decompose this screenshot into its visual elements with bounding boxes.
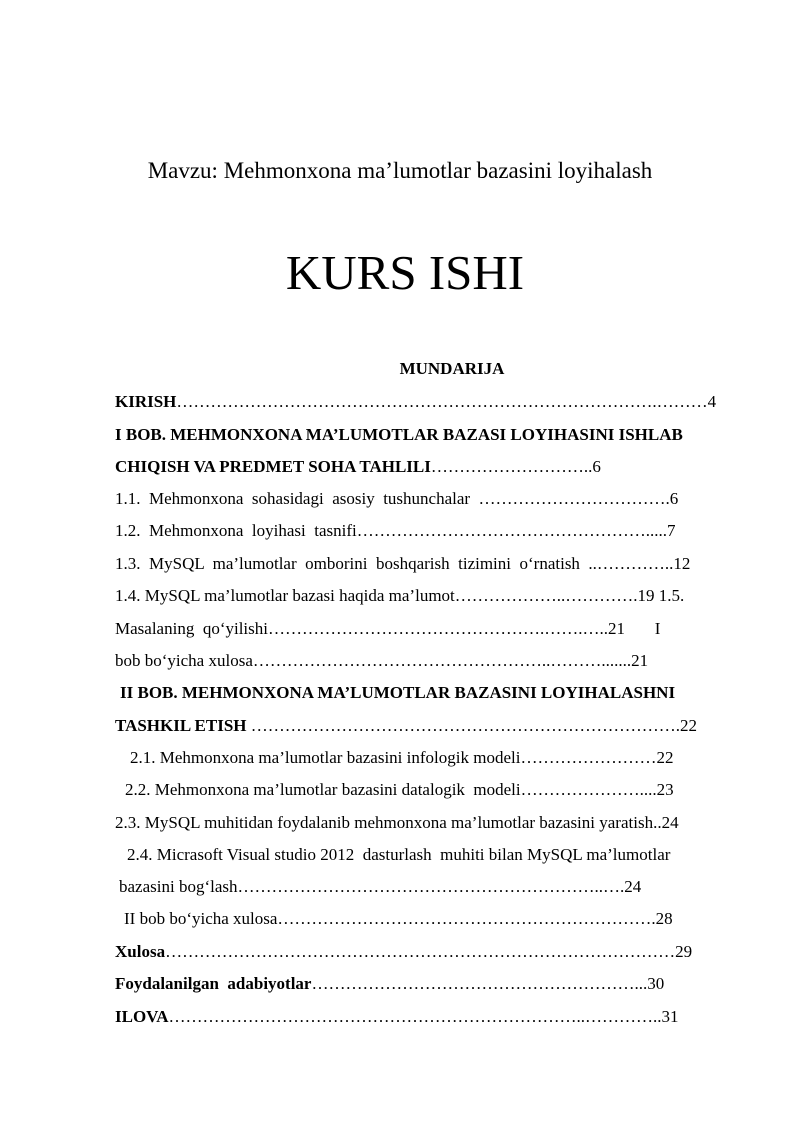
- contents-heading: MUNDARIJA: [399, 359, 505, 378]
- document-title: KURS ISHI: [285, 245, 525, 300]
- toc-entry: Masalaning qo‘yilishi………………………………………….…….…..21 I: [115, 619, 661, 638]
- toc-entry: 2.2. Mehmonxona ma’lumotlar bazasini datalogik modeli…………………....23: [125, 780, 674, 799]
- topic-line: Mavzu: Mehmonxona ma’lumotlar bazasini loyihalash: [147, 158, 653, 183]
- toc-entry: I BOB. MEHMONXONA MA’LUMOTLAR BAZASI LOYIHASINI ISHLAB: [115, 425, 683, 444]
- toc-entry: Xulosa………………………………………………………………………………29: [115, 942, 693, 961]
- toc-entry: 1.4. MySQL ma’lumotlar bazasi haqida ma’lumot………………..………….19 1.5.: [115, 586, 685, 605]
- toc-entry: KIRISH………………………………………………………………………….………4: [115, 392, 717, 411]
- toc-entry: bob bo‘yicha xulosa……………………………………………..……….......21: [115, 651, 649, 670]
- toc-entry: ILOVA………………………………………………………………..…………..31: [115, 1007, 679, 1026]
- toc-entry: 1.2. Mehmonxona loyihasi tasnifi…………………………………………….....7: [115, 521, 676, 540]
- toc-entry: bazasini bog‘lash………………………………………………………..….24: [119, 877, 642, 896]
- toc-entry: 2.4. Micrasoft Visual studio 2012 dasturlash muhiti bilan MySQL ma’lumotlar: [127, 845, 671, 864]
- toc-entry: TASHKIL ETISH ………………………………………………………………….22: [115, 716, 697, 735]
- toc-entry: Foydalanilgan adabiyotlar…………………………………………………...30: [115, 974, 665, 993]
- toc-entry: 1.3. MySQL ma’lumotlar omborini boshqarish tizimini o‘rnatish ..…………..12: [115, 554, 691, 573]
- toc-entry: II BOB. MEHMONXONA MA’LUMOTLAR BAZASINI LOYIHALASHNI: [120, 683, 676, 702]
- toc-entry: 2.3. MySQL muhitidan foydalanib mehmonxona ma’lumotlar bazasini yaratish..24: [115, 813, 679, 832]
- toc-entry: CHIQISH VA PREDMET SOHA TAHLILI………………………..6: [115, 457, 601, 476]
- toc-entry: II bob bo‘yicha xulosa………………………………………………………….28: [124, 909, 673, 928]
- toc-entry: 1.1. Mehmonxona sohasidagi asosiy tushunchalar …………………………….6: [115, 489, 679, 508]
- toc-entry: 2.1. Mehmonxona ma’lumotlar bazasini infologik modeli……………………22: [130, 748, 674, 767]
